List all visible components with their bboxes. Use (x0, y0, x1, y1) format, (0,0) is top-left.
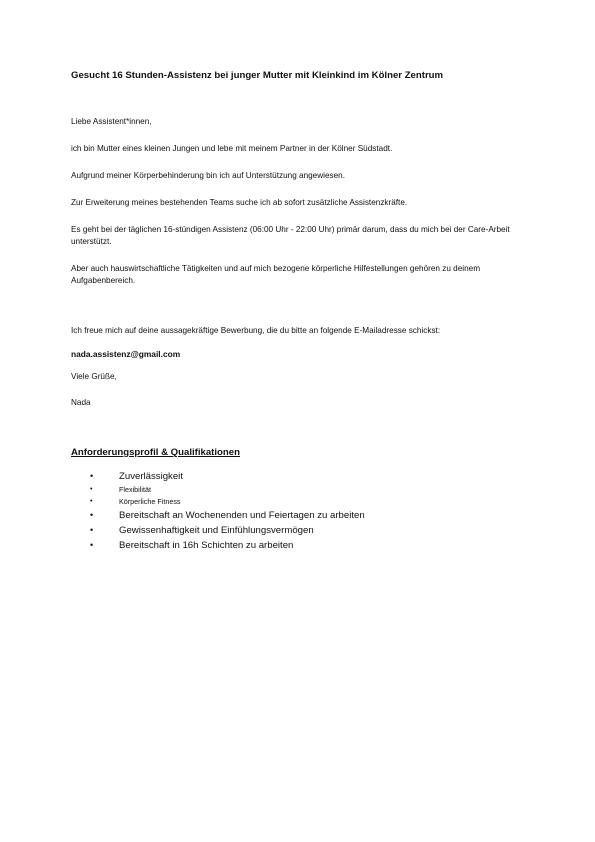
page-title: Gesucht 16 Stunden-Assistenz bei junger Mutter mit Kleinkind im Kölner Zentrum (71, 70, 444, 81)
contact-email: nada.assistenz@gmail.com (71, 349, 181, 359)
paragraph-disability: Aufgrund meiner Körperbehinderung bin ich auf Unterstützung angewiesen. (71, 171, 346, 180)
list-item (71, 508, 535, 523)
bullet-icon: • (90, 510, 94, 520)
paragraph-application: Ich freue mich auf deine aussagekräftige Bewerbung, die du bitte an folgende E-Mailadresse schickst: (71, 326, 441, 335)
list-item-label: Bereitschaft an Wochenenden und Feiertagen zu arbeiten (119, 510, 365, 521)
bullet-icon: • (90, 525, 94, 535)
requirements-heading: Anforderungsprofil & Qualifikationen (71, 447, 240, 458)
closing-greeting: Viele Grüße, (71, 372, 117, 381)
salutation: Liebe Assistent*innen, (71, 117, 152, 126)
paragraph-household-tasks: Aber auch hauswirtschaftliche Tätigkeiten und auf mich bezogene körperliche Hilfestellungen gehören zu deinem Aufgabenbereich. (71, 264, 481, 285)
bullet-icon: • (90, 471, 94, 481)
list-item (71, 484, 535, 496)
requirements-list (71, 469, 535, 553)
bullet-icon: • (90, 486, 93, 493)
list-item (71, 496, 535, 508)
list-item-label: Gewissenhaftigkeit und Einfühlungsvermögen (119, 525, 314, 536)
list-item-label: Körperliche Fitness (119, 497, 181, 506)
list-item (71, 469, 535, 484)
bullet-icon: • (90, 498, 93, 505)
list-item-label: Zuverlässigkeit (119, 471, 183, 482)
paragraph-assistance-hours: Es geht bei der täglichen 16-stündigen Assistenz (06:00 Uhr - 22:00 Uhr) primär darum, dass du mich bei der Care-Arbeit unterstützt. (71, 225, 510, 246)
list-item (71, 523, 535, 538)
list-item-label: Flexibilität (119, 485, 151, 494)
list-item (71, 538, 535, 553)
signature: Nada (71, 398, 91, 407)
bullet-icon: • (90, 540, 94, 550)
paragraph-intro: ich bin Mutter eines kleinen Jungen und lebe mit meinem Partner in der Kölner Südstadt. (71, 144, 393, 153)
paragraph-team: Zur Erweiterung meines bestehenden Teams suche ich ab sofort zusätzliche Assistenzkräfte. (71, 198, 408, 207)
list-item-label: Bereitschaft in 16h Schichten zu arbeiten (119, 540, 294, 551)
